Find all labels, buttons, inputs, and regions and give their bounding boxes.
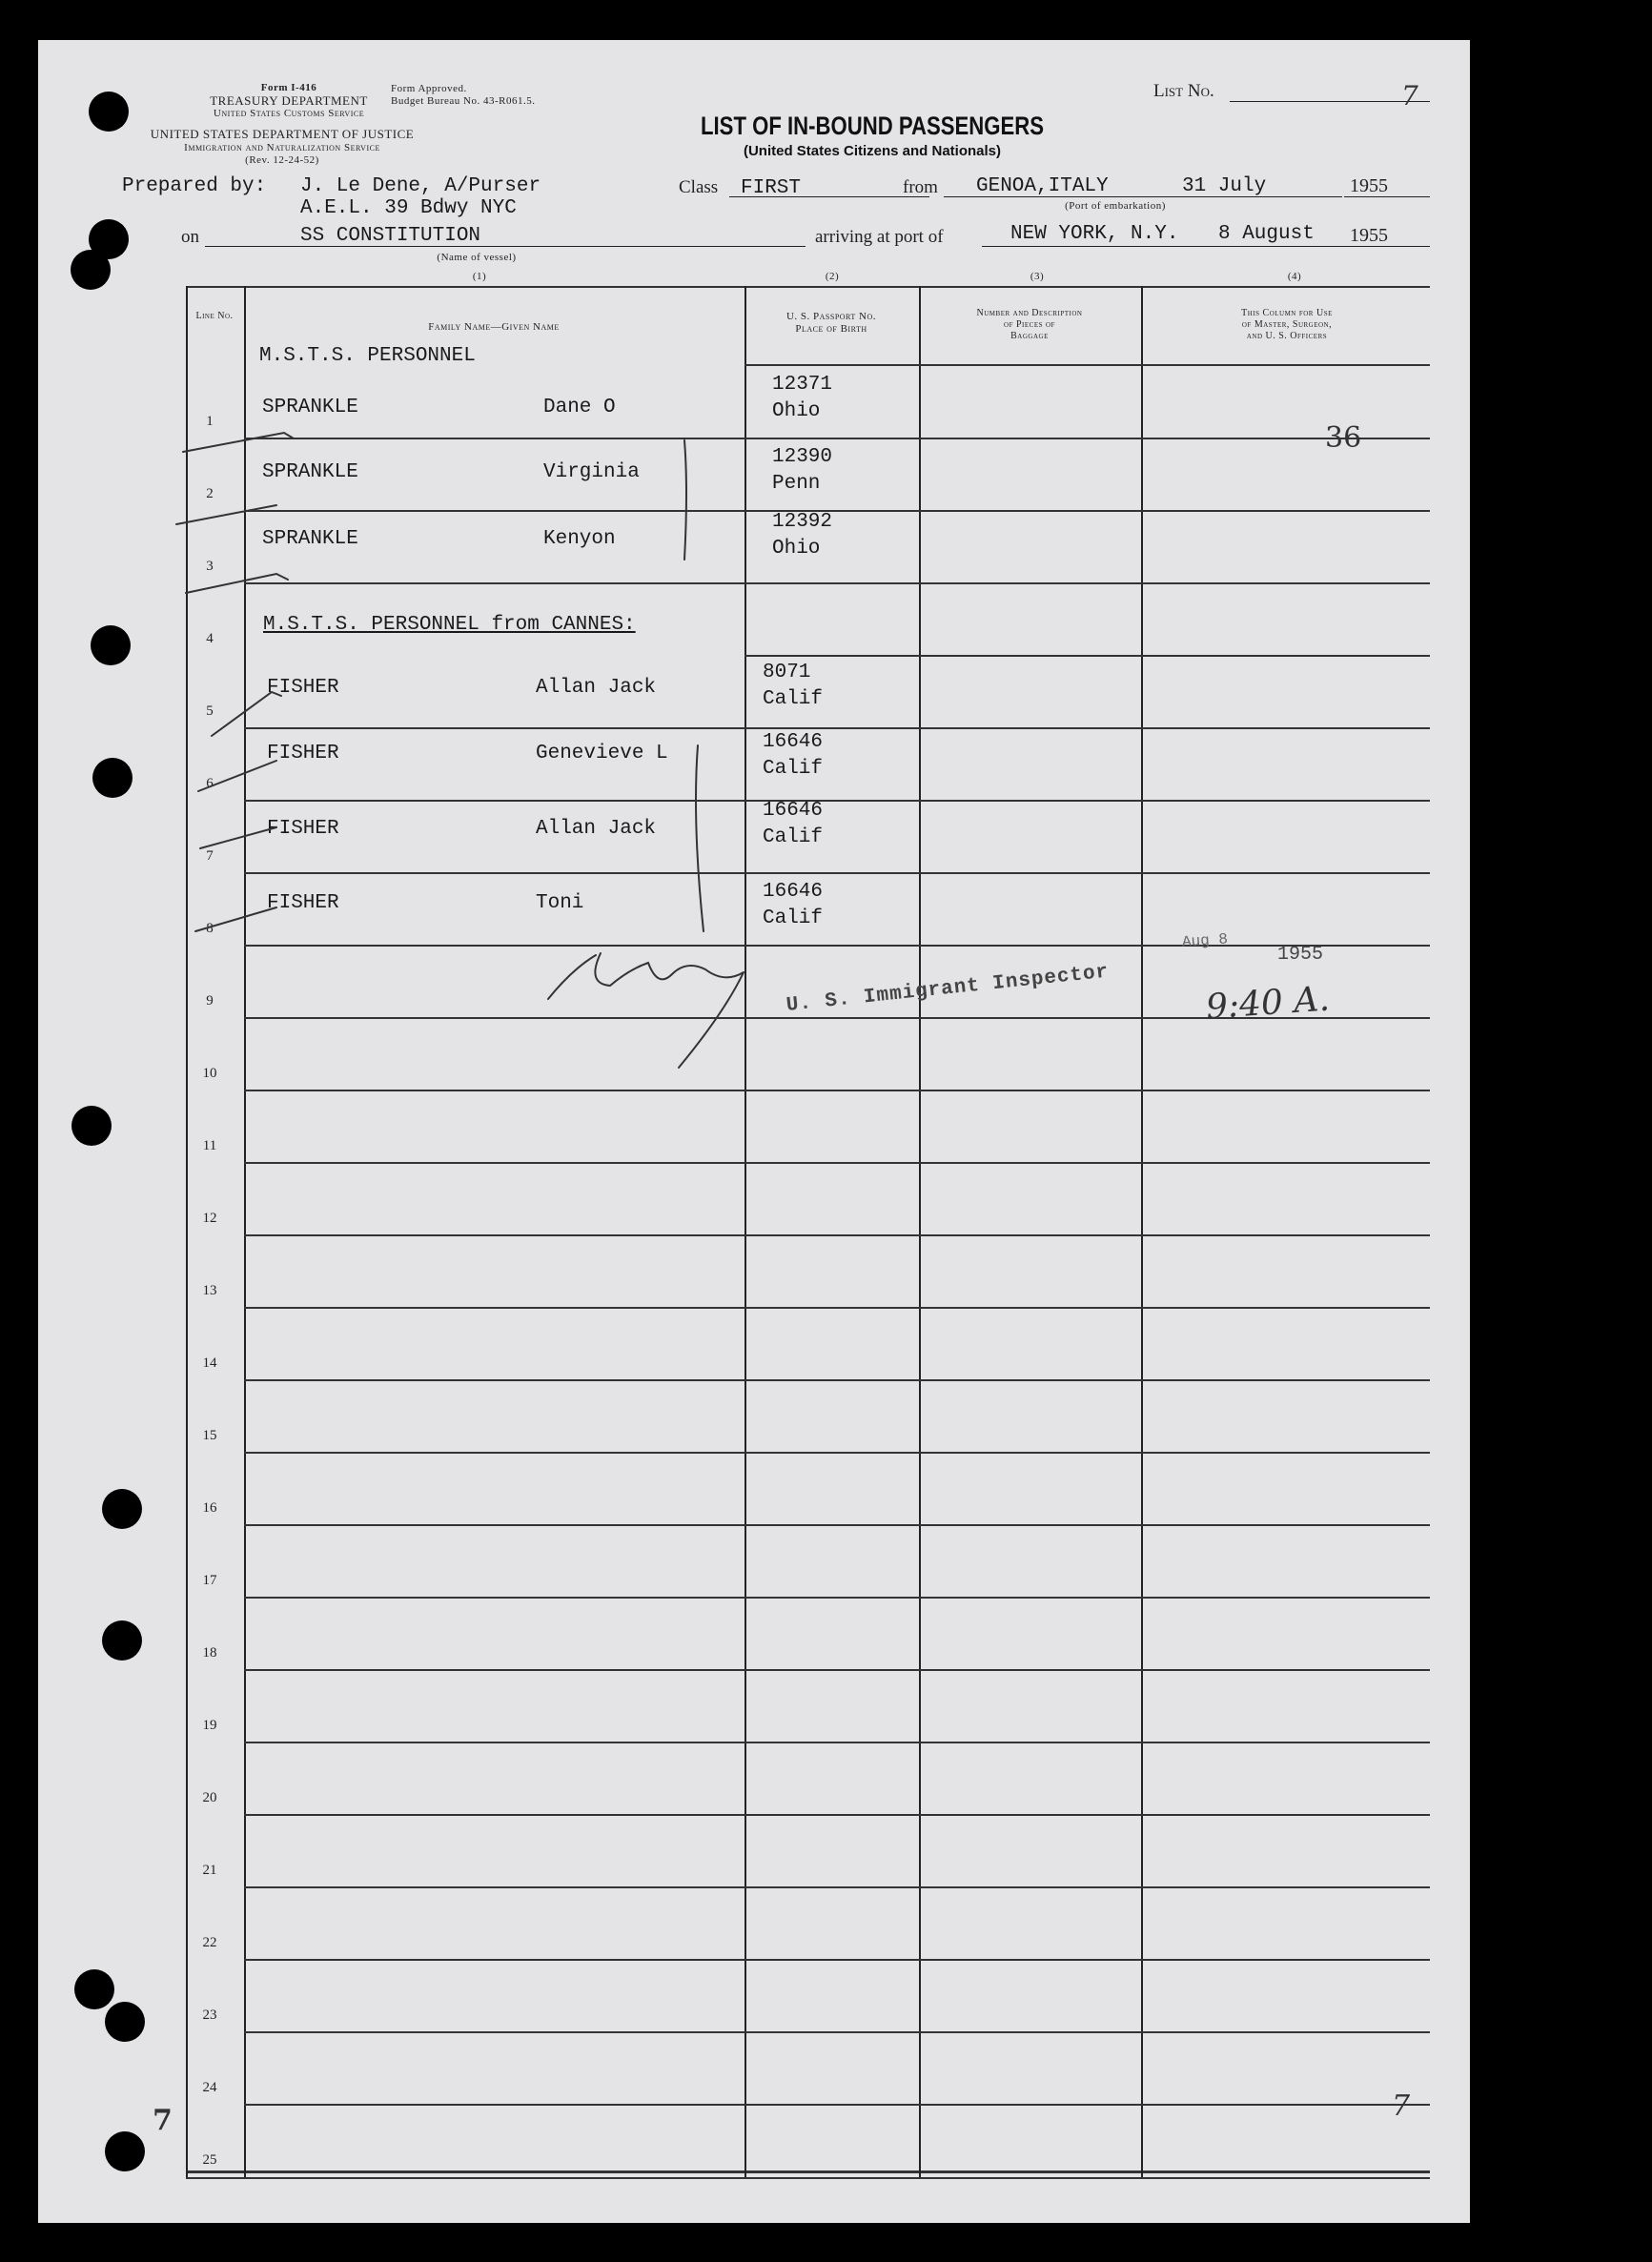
budget-label: Budget Bureau No. 43-R061.5. bbox=[391, 95, 536, 107]
given-name: Toni bbox=[536, 892, 584, 914]
class-label: Class bbox=[679, 177, 719, 197]
passport-no: 12371 bbox=[772, 374, 833, 396]
from-port: GENOA,ITALY bbox=[976, 175, 1109, 197]
line-number: 13 bbox=[202, 1283, 217, 1298]
binder-hole bbox=[91, 625, 131, 665]
from-date: 31 July bbox=[1182, 175, 1267, 197]
family-name: SPRANKLE bbox=[262, 397, 358, 418]
given-name: Virginia bbox=[543, 461, 640, 483]
page-subtitle: (United States Citizens and Nationals) bbox=[743, 143, 1002, 159]
line-number: 1 bbox=[206, 414, 214, 429]
list-no-label: List No. bbox=[1153, 81, 1214, 101]
family-name: FISHER bbox=[267, 743, 339, 764]
prepared-label: Prepared by: bbox=[122, 175, 267, 197]
approved-label: Form Approved. bbox=[391, 83, 467, 94]
passport-no: 8071 bbox=[763, 662, 811, 683]
place-of-birth: Calif bbox=[763, 907, 824, 929]
binder-hole bbox=[102, 1489, 142, 1529]
line-number: 23 bbox=[202, 2007, 217, 2023]
given-name: Allan Jack bbox=[536, 677, 657, 699]
given-name: Allan Jack bbox=[536, 818, 657, 840]
check-mark-icon bbox=[212, 692, 281, 736]
passport-no: 16646 bbox=[763, 800, 824, 822]
from-label: from bbox=[903, 177, 938, 197]
line-number: 24 bbox=[202, 2080, 217, 2095]
rev-label: (Rev. 12-24-52) bbox=[245, 154, 319, 166]
form-id: Form I-416 bbox=[260, 82, 317, 93]
arrival-year: 1955 bbox=[1350, 225, 1388, 246]
signature-icon bbox=[548, 953, 744, 1068]
line-number: 20 bbox=[202, 1790, 217, 1805]
check-mark-icon bbox=[198, 761, 276, 791]
col-baggage-header-2: of Pieces of bbox=[1004, 319, 1055, 330]
line-number: 17 bbox=[202, 1573, 217, 1588]
customs-label: United States Customs Service bbox=[213, 108, 365, 119]
given-name: Genevieve L bbox=[536, 743, 668, 764]
place-of-birth: Penn bbox=[772, 473, 821, 495]
vessel-caption: (Name of vessel) bbox=[437, 252, 517, 263]
passport-no: 16646 bbox=[763, 731, 824, 753]
handwritten-marks bbox=[38, 40, 1470, 2223]
line-number: 18 bbox=[202, 1645, 217, 1661]
binder-hole bbox=[105, 2131, 145, 2171]
family-name: SPRANKLE bbox=[262, 528, 358, 550]
passport-no: 12390 bbox=[772, 446, 833, 468]
footer-list-no-left: 7 bbox=[153, 2104, 173, 2137]
ins-label: Immigration and Naturalization Service bbox=[184, 142, 380, 153]
line-number: 25 bbox=[202, 2152, 217, 2168]
stamp-time: 9:40 A. bbox=[1204, 979, 1332, 1028]
line-number: 3 bbox=[206, 559, 214, 574]
arriving-label: arriving at port of bbox=[815, 227, 944, 247]
line-number: 14 bbox=[202, 1355, 217, 1371]
manifest-page bbox=[38, 40, 1470, 2223]
stamp-date: Aug 8 bbox=[1181, 930, 1229, 951]
line-number: 11 bbox=[202, 1138, 217, 1153]
line-number: 8 bbox=[206, 921, 214, 936]
place-of-birth: Calif bbox=[763, 758, 824, 780]
family-name: SPRANKLE bbox=[262, 461, 358, 483]
col-passport-header: U. S. Passport No. bbox=[785, 311, 877, 322]
binder-hole bbox=[89, 92, 129, 132]
col-name-header: Family Name—Given Name bbox=[428, 321, 560, 333]
line-number: 10 bbox=[202, 1066, 217, 1081]
passport-no: 12392 bbox=[772, 511, 833, 533]
binder-hole bbox=[71, 250, 111, 290]
family-name: FISHER bbox=[267, 677, 339, 699]
line-number: 15 bbox=[202, 1428, 217, 1443]
from-year: 1955 bbox=[1350, 175, 1388, 196]
line-number: 12 bbox=[202, 1211, 217, 1226]
list-no-value: 7 bbox=[1401, 80, 1418, 112]
line-number: 5 bbox=[206, 703, 214, 719]
binder-hole bbox=[105, 2002, 145, 2042]
binder-hole bbox=[71, 1106, 112, 1146]
line-number: 16 bbox=[202, 1500, 217, 1516]
place-of-birth: Calif bbox=[763, 826, 824, 848]
given-name: Kenyon bbox=[543, 528, 616, 550]
check-mark-icon bbox=[176, 505, 276, 524]
bracket-mark-icon bbox=[684, 440, 686, 560]
arrival-date: 8 August bbox=[1218, 223, 1315, 245]
binder-hole bbox=[102, 1620, 142, 1661]
binder-hole bbox=[74, 1969, 114, 2009]
treasury-label: TREASURY DEPARTMENT bbox=[210, 93, 368, 108]
col-line-no: Line No. bbox=[195, 311, 234, 321]
line-number: 6 bbox=[206, 776, 214, 791]
line-number: 2 bbox=[206, 486, 214, 501]
check-mark-icon bbox=[200, 827, 276, 848]
arrival-port: NEW YORK, N.Y. bbox=[1010, 223, 1179, 245]
inspector-stamp: U. S. Immigrant Inspector bbox=[785, 961, 1111, 1017]
vessel-name: SS CONSTITUTION bbox=[300, 225, 481, 247]
officer-mark: 36 bbox=[1325, 421, 1362, 455]
page-title: LIST OF IN-BOUND PASSENGERS bbox=[700, 112, 1045, 140]
col-baggage-header-3: Baggage bbox=[1010, 331, 1049, 341]
col-baggage-header-1: Number and Description bbox=[976, 308, 1083, 318]
col-number-4: (4) bbox=[1287, 271, 1302, 282]
col-officers-header-3: and U. S. Officers bbox=[1246, 331, 1328, 341]
family-name: FISHER bbox=[267, 892, 339, 914]
line-number: 19 bbox=[202, 1718, 217, 1733]
section-heading-msts: M.S.T.S. PERSONNEL bbox=[259, 345, 476, 367]
col-number-2: (2) bbox=[825, 271, 840, 282]
on-label: on bbox=[181, 227, 199, 247]
prepared-by-line2: A.E.L. 39 Bdwy NYC bbox=[300, 197, 517, 219]
place-of-birth: Ohio bbox=[772, 400, 821, 422]
place-of-birth: Ohio bbox=[772, 538, 821, 560]
section-heading-cannes: M.S.T.S. PERSONNEL from CANNES: bbox=[263, 614, 636, 636]
col-officers-header-1: This Column for Use bbox=[1241, 308, 1333, 318]
line-number: 9 bbox=[206, 993, 214, 1009]
col-birth-header: Place of Birth bbox=[795, 323, 867, 335]
prepared-by-line1: J. Le Dene, A/Purser bbox=[300, 175, 541, 197]
col-officers-header-2: of Master, Surgeon, bbox=[1241, 319, 1333, 330]
given-name: Dane O bbox=[543, 397, 616, 418]
check-mark-icon bbox=[195, 907, 276, 931]
embark-caption: (Port of embarkation) bbox=[1065, 200, 1166, 212]
line-number: 21 bbox=[202, 1863, 217, 1878]
justice-label: UNITED STATES DEPARTMENT OF JUSTICE bbox=[150, 127, 415, 141]
col-number-1: (1) bbox=[472, 271, 487, 282]
check-mark-icon bbox=[186, 574, 288, 593]
footer-list-no-right: 7 bbox=[1392, 2089, 1411, 2123]
bracket-mark-icon bbox=[696, 745, 704, 931]
passport-no: 16646 bbox=[763, 881, 824, 903]
line-number: 22 bbox=[202, 1935, 217, 1950]
col-number-3: (3) bbox=[1030, 271, 1045, 282]
family-name: FISHER bbox=[267, 818, 339, 840]
place-of-birth: Calif bbox=[763, 688, 824, 710]
class-value: FIRST bbox=[741, 177, 802, 199]
stamp-year: 1955 bbox=[1277, 944, 1324, 966]
check-mark-icon bbox=[183, 433, 294, 452]
line-number: 7 bbox=[206, 848, 214, 864]
binder-hole bbox=[92, 758, 133, 798]
line-number: 4 bbox=[206, 631, 214, 646]
